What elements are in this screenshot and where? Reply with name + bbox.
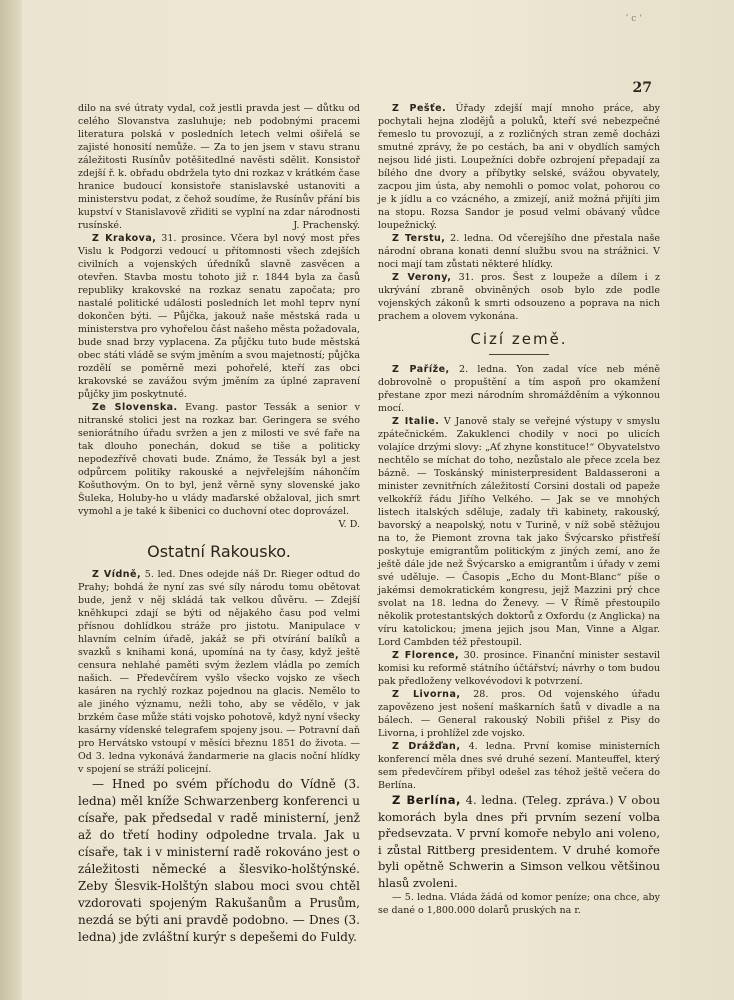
article-text: 28. pros. Od vojenského úřadu zapovězeno jest nošení maškarních šatů v divadle a na bálech. — General rakouský Nobili přišel z Pisy do Livorna, i prohlížel zde vojsko. xyxy=(378,689,660,739)
article-signature: V. D. xyxy=(338,519,360,530)
dateline-trieste: Z Terstu, xyxy=(392,233,446,244)
dateline-verona: Z Verony, xyxy=(392,272,452,283)
article-text: Evang. pastor Tessák a senior v nitranské stolici jest na rozkaz bar. Geringera se svého seniorátního úřadu svržen a jen z milosti ve své faře na tak dlouho ponechán, dokud se tiše a politicky nepodezřívě chovati bude. Známo, že Tessák byl a jest odpůrcem politiky rakouské a nejvřelejším náhončím Košuthovým. On to byl, jenž věrně syny slovenské jako Šuleka, Holuby-ho u vlády maďarské obžaloval, jich smrt vymohl a je také k šibenici co duchovní otec doprovázel. xyxy=(78,402,360,517)
right-column xyxy=(378,102,660,917)
dateline-livorno: Z Livorna, xyxy=(392,689,461,700)
article-text: 2. ledna. Od včerejšího dne přestala naše národní obrana konati denní službu svou na strážnici. V noci mají tam zůstati některé hlídky. xyxy=(378,233,660,270)
section-title-foreign: Cizí země. xyxy=(470,330,568,348)
article-dresden xyxy=(378,740,660,792)
left-column xyxy=(78,102,360,946)
article-text: 5. led. Dnes odejde náš Dr. Rieger odtud do Prahy; bohdá že nyní zas své síly národu tomu obětovat bude, jenž v něj skládá tak velkou důvěru. — Zdejší kněhkupci zdají se býti od nějakého času pod velmi přísnou dohlídkou stráže pro jistotu. Manipulace v hlavním celním úřadě, jakáž se při otvírání balíků a svazků s knihami koná, upomíná na ty časy, když ještě censura nehlahé paměti svým žezlem vládla po zemích našich. — Předevčírem vyšlo všecko vojsko ze všech kasáren na rychlý rozkaz pojednou na glacis. Nemělo to ale jiného významu, nežli toho, aby se vědělo, v jak brzkém čase může státi vojsko pohotově, když nyní všecky kasárny vídenské telegrafem spojeny jsou. — Potravní daň pro Hervátsko vstoupí v měsíci březnu 1851 do života. — Od 3. ledna vykonává žandarmerie na glacis noční hlídky v spojení se stráží policejní. xyxy=(78,569,361,775)
article-trieste xyxy=(378,232,660,271)
dateline-florence: Z Florence, xyxy=(392,650,460,661)
corner-mark: ’ c ‘ xyxy=(625,14,642,24)
article-paris xyxy=(378,363,660,415)
article-berlin-followup: — 5. ledna. Vláda žádá od komor peníze; ona chce, aby se dané o 1,800.000 dolarů pruských na r. xyxy=(378,892,660,916)
article-text: 31. pros. Šest z loupeže a dílem i z ukrývání zbraně obviněných osob bylo zde podle vojenských zákonů k smrti odsouzeno a poprava na nich prachem a olovem vykonána. xyxy=(378,272,660,322)
dateline-vienna: Z Vídně, xyxy=(92,569,142,580)
article-text: 4. ledna. První komise ministerních konferencí měla dnes své druhé sezení. Manteuffel, který sem předevčírem přibyl odešel zas téhož ještě večera do Berlína. xyxy=(378,741,660,791)
binding-edge xyxy=(0,0,22,1000)
article-text: 2. ledna. Yon zadal více neb méně dobrovolně o propuštění a tím aspoň pro okamžení přestane zpor mezi národním shromážděním a výkonnou mocí. xyxy=(378,364,660,414)
dateline-slovakia: Ze Slovenska. xyxy=(92,402,178,413)
article-signature: J. Prachenský. xyxy=(293,220,360,231)
article-text-handwritten: 4. ledna. (Teleg. zpráva.) V obou komorách byla dnes při prvním sezení volba předsevzata. V první komoře nebylo ani voleno, i zůstal Rittberg presidentem. V druhé komoře byli opětně Schwerin a Simson velkou většinou hlasů zvoleni. xyxy=(378,793,660,890)
article-text: 31. prosince. Včera byl nový most přes Vislu k Podgorzi vedoucí u přítomnosti všech zdejších civilních a vojenských úředníků slavně zasvěcen a otevřen. Stavba mostu tohoto již r. 1844 byla za časů republiky krakovské na rozkaz senatu započata; pro nastalé politické události posledních let mohl teprv nyní dokončen býti. — Půjčka, jakouž naše městská rada u ministerstva pro vyhořelou část našeho města požadovala, bude snad brzy vyplacena. Za půjčku tuto bude městská obec státi vládě se svým jměním a svou majetností; půjčka rozdělí se poměrně mezi pohořelé, kteří zas obci krakovské se zavážou svým jměním za úplné zapravení půjčky jim poskytnuté. xyxy=(78,233,360,400)
article-berlin xyxy=(378,792,660,891)
article-vienna xyxy=(78,568,360,776)
section-title-austria: Ostatní Rakousko. xyxy=(147,542,291,561)
article-florence xyxy=(378,649,660,688)
dateline-dresden: Z Drážďan, xyxy=(392,741,461,752)
article-text: V Janově staly se veřejné výstupy v smyslu zpátečnickém. Zakuklenci chodily v noci po ulicích volajíce drzými slovy: „Ať zhyne konstituce!“ Obyvatelstvo nechtělo se míchat do toho, nezůstalo ale přece zcela bez bázně. — Toskánský ministerpresident Baldasseroni a minister zevnitřních záležitostí Corsini dostali od papeže velkokříž řádu Jiřího Velkého. — Jak se ve mnohých listech italských sděluje, zadaly tři kabinety, rakouský, bavorský a neapolský, notu v Turině, v níž sobě stěžujou na to, že Piemont zrovna tak jako Švýcarsko přistřeší poskytuje emigrantům politickým z jiných zemí, ano že ještě dále jde než Švýcarsko a emigrantům i úřady v zemi své uděluje. — Časopis „Echo du Mont-Blanc“ píše o jakémsi demokratickém kongresu, jejž Mazzini prý chce svolat na 18. ledna do Ženevy. — V Římě přestoupilo několik protestantských doktorů z Oxfordu (z Anglicka) na víru katolickou; jmena jejich jsou Man, Vinne a Algar. Lord Cambden též přestoupil. xyxy=(378,416,660,648)
section-divider xyxy=(489,354,549,355)
dateline-italy: Z Italie. xyxy=(392,416,440,427)
dateline-paris: Z Paříže, xyxy=(392,364,450,375)
article-krakow xyxy=(78,232,360,401)
page-number: 27 xyxy=(632,80,652,96)
article-text: dilo na své útraty vydal, což jestli pravda jest — důtku od celého Slovanstva zasluhuje; neb podobnými pracemi literatura polská v posledních letech velmi ošiřelá se zajisté honosití nemůže. — Za to jen jsem v stavu stranu záležitosti Rusínův potěšitedlné navěsti sdělit. Konsistoř zdejší ř. k. obřadu obdržela tyto dni rozkaz v krátkém čase hranice budoucí konsistoře stanislavské ustanoviti a ministerstvu podat, z čehož soudíme, že Rusínův přání bis kupství v Stanislavově zřiditi se vyplní na zdar národnosti rusínské. xyxy=(78,103,360,231)
article-pest xyxy=(378,102,660,232)
article-text: 30. prosince. Finanční minister sestavil komisi ku reformě státního účtářství; návrhy o tom budou pak předloženy velkovévodovi k potvrzení. xyxy=(378,650,660,687)
article-livorno xyxy=(378,688,660,740)
article-slovakia xyxy=(78,401,360,530)
dateline-krakow: Z Krakova, xyxy=(92,233,157,244)
article-polish-literature xyxy=(78,102,360,232)
article-text: Úřady zdejší mají mnoho práce, aby pochytali hejna zlodějů a poluků, kteří své nebezpečné řemeslo tu provozují, a z rozličných stran země docházi smutné zprávy, že po cestách, ba ani v obydlích samých nejsou lidé jisti. Loupežníci dobře ozbrojení přepadají za bílého dne dvory a příbytky selské, svážou obyvately, zacpou jim ústa, aby nemohli o pomoc volat, pohorou co je k jídlu a co vzácného, a zmizejí, aniž možná přijíti jim na stopu. Rozsa Sandor je posud velmi obávaný vůdce loupežnický. xyxy=(378,103,660,231)
dateline-pest: Z Pešťe. xyxy=(392,103,447,114)
article-verona xyxy=(378,271,660,323)
dateline-berlin: Z Berlína, xyxy=(392,793,461,807)
article-italy xyxy=(378,415,660,649)
article-vienna-handwritten: — Hned po svém příchodu do Vídně (3. ledna) měl kníže Schwarzenberg konferenci u císaře, pak předsedal v radě ministerní, jenž až do třetí hodiny odpoledne trvala. Jak u císaře, tak i v ministerní radě rokováno jest o záležitosti německé a šlesviko-holštýnské. Zeby Šlesvik-Holštýn slabou moci svou chtěl vzdorovati spojeným Rakušanům a Prusům, nezdá se býti ani pravdě podobno. — Dnes (3. ledna) jde zvláštní kurýr s depešemi do Fuldy. xyxy=(78,777,360,944)
